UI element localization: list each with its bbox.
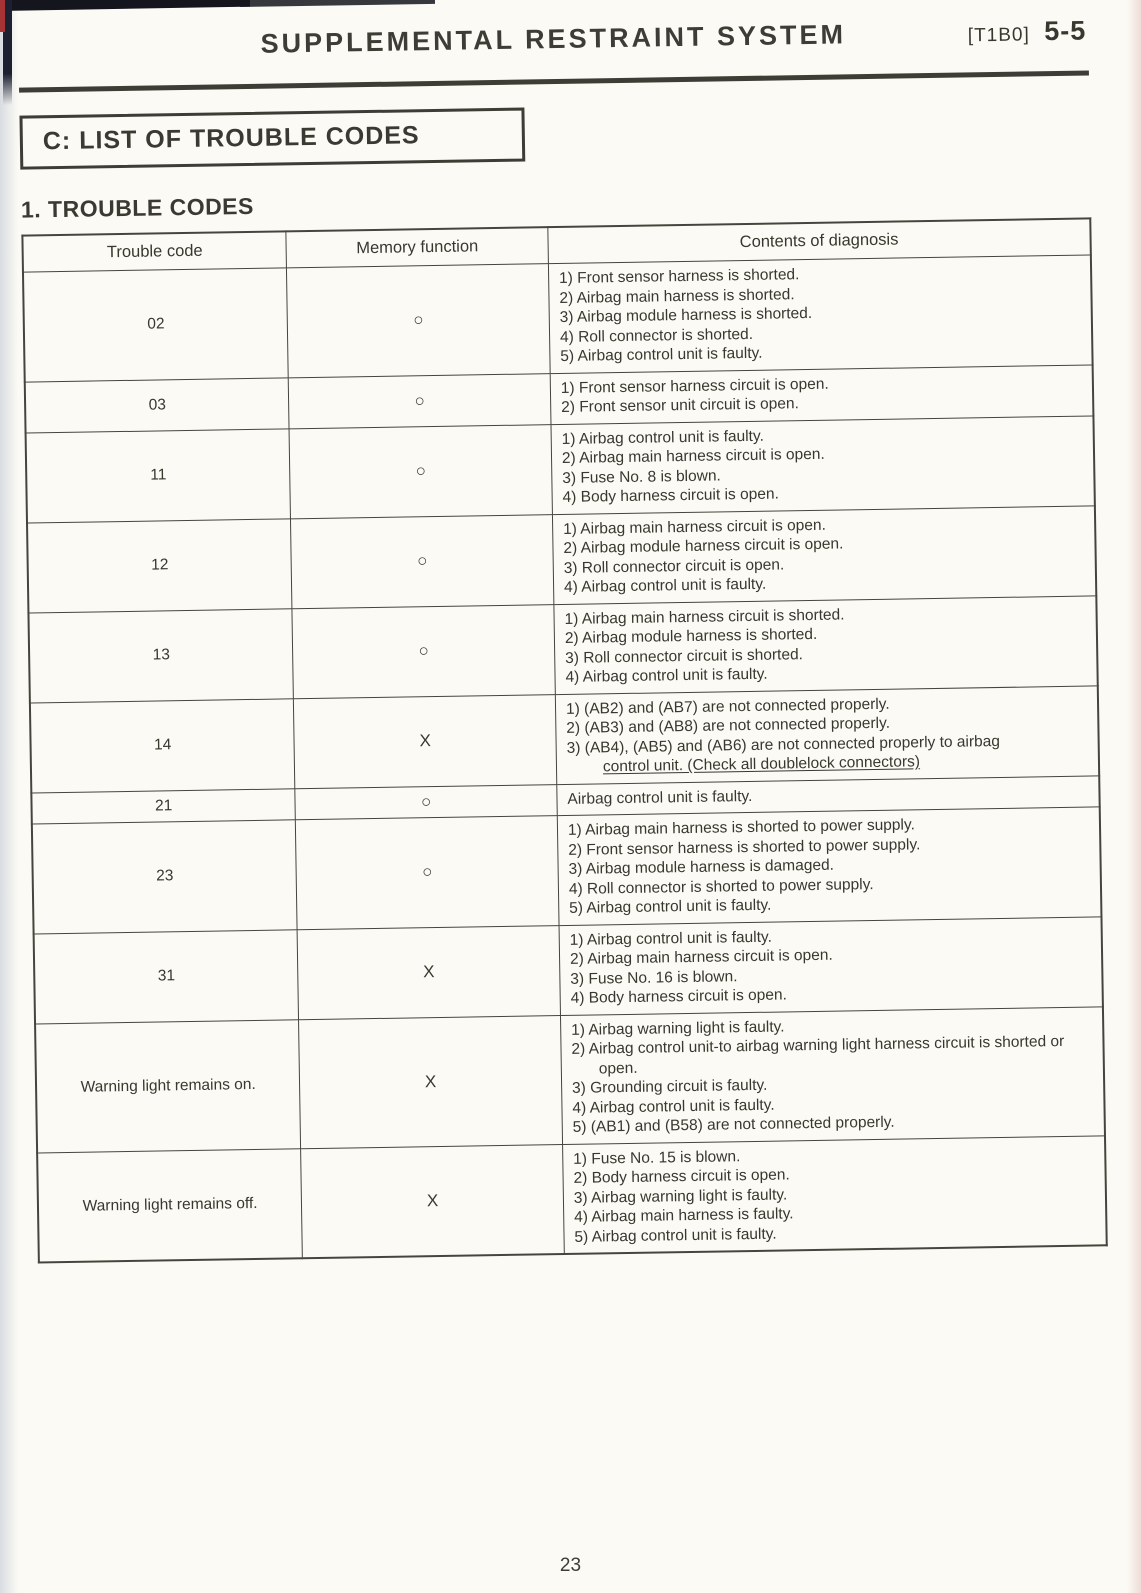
section-box-title: C: LIST OF TROUBLE CODES (19, 108, 525, 170)
column-header-memory-function: Memory function (286, 227, 548, 268)
diagnosis-cell (548, 255, 1092, 373)
diagnosis-line: 4) Roll connector is shorted. (559, 325, 754, 346)
diagnosis-line: 3) Roll connector circuit is open. (563, 555, 785, 577)
diagnosis-line: 5) Airbag control unit is faulty. (574, 1225, 777, 1246)
table-row (23, 255, 1093, 382)
table-row (30, 685, 1099, 792)
trouble-code-cell: 14 (30, 698, 295, 792)
scan-edge-shadow-right (1127, 0, 1141, 1593)
trouble-code-cell: 02 (23, 268, 289, 382)
diagnosis-cell (557, 807, 1101, 925)
memory-function-cell: ○ (296, 816, 559, 930)
diagnosis-line: 3) Airbag module harness is damaged. (568, 856, 835, 878)
diagnosis-line: 3) (AB4), (AB5) and (AB6) are not connected properly to airbag (566, 732, 1001, 757)
diagnosis-line: 5) Airbag control unit is faulty. (569, 896, 772, 917)
table-row (26, 415, 1095, 522)
table-row (37, 1135, 1107, 1262)
diagnosis-line: 2) Airbag main harness is shorted. (559, 285, 795, 307)
trouble-code-cell: 31 (34, 929, 299, 1023)
trouble-codes-table (21, 217, 1107, 1263)
memory-function-cell: X (299, 1015, 563, 1148)
diagnosis-line: 1) (AB2) and (AB7) are not connected properly. (565, 695, 890, 718)
diagnosis-line: 1) Airbag main harness is shorted to power supply. (567, 816, 915, 839)
scan-artifact-top-bar-fade (240, 0, 435, 7)
table-row (27, 505, 1096, 612)
diagnosis-line: 1) Airbag control unit is faulty. (569, 928, 773, 949)
memory-function-cell: ○ (292, 604, 555, 698)
diagnosis-cell (555, 685, 1099, 784)
trouble-code-cell: Warning light remains on. (35, 1019, 301, 1152)
diagnosis-line: 5) (AB1) and (B58) are not connected properly. (572, 1113, 895, 1136)
diagnosis-line: 2) Airbag main harness circuit is open. (561, 445, 825, 467)
trouble-code-cell: 21 (31, 788, 295, 824)
diagnosis-cell (560, 1006, 1105, 1144)
section-code: [T1B0] (967, 24, 1030, 47)
header-reference (968, 15, 1087, 48)
diagnosis-line: 4) Airbag control unit is faulty. (563, 575, 767, 596)
diagnosis-line: 3) Airbag warning light is faulty. (573, 1185, 788, 1207)
diagnosis-cell (551, 415, 1095, 514)
memory-function-cell: ○ (295, 784, 557, 820)
trouble-code-cell: 12 (27, 518, 292, 612)
page-sheet (18, 7, 1108, 1263)
trouble-code-cell: 13 (28, 608, 293, 702)
footer-page-number: 23 (559, 1555, 582, 1576)
diagnosis-line: 1) Airbag main harness circuit is open. (562, 516, 826, 538)
diagnosis-line: 4) Airbag main harness is faulty. (574, 1205, 794, 1226)
diagnosis-line: 4) Body harness circuit is open. (562, 485, 779, 506)
diagnosis-line: 1) Airbag warning light is faulty. (571, 1017, 785, 1039)
diagnosis-line: control unit. (Check all doublelock connectors) (602, 753, 921, 776)
diagnosis-cell (559, 916, 1103, 1015)
diagnosis-line: 2) Front sensor harness is shorted to power supply. (568, 835, 921, 859)
diagnosis-line: 2) Airbag control unit-to airbag warning light harness circuit is shorted or open. (571, 1032, 1065, 1077)
trouble-code-cell: 03 (25, 377, 290, 432)
trouble-code-cell: Warning light remains off. (37, 1148, 303, 1262)
diagnosis-line: 3) Fuse No. 16 is blown. (570, 967, 738, 988)
table-row (35, 1006, 1105, 1152)
diagnosis-line: 1) Fuse No. 15 is blown. (573, 1147, 741, 1168)
diagnosis-line: 4) Roll connector is shorted to power supply. (568, 875, 874, 898)
section-heading: 1. TROUBLE CODES (20, 192, 255, 223)
diagnosis-cell (562, 1135, 1106, 1254)
diagnosis-line: 4) Body harness circuit is open. (570, 986, 788, 1007)
column-header-trouble-code: Trouble code (22, 231, 286, 272)
diagnosis-line: 2) Front sensor unit circuit is open. (561, 395, 800, 416)
diagnosis-line: 2) Body harness circuit is open. (573, 1166, 790, 1187)
page-reference: 5-5 (1043, 15, 1087, 47)
diagnosis-line: 3) Grounding circuit is faulty. (571, 1076, 768, 1097)
diagnosis-line: Airbag control unit is faulty. (567, 787, 753, 808)
document-header (18, 7, 1089, 78)
diagnosis-cell (552, 505, 1096, 604)
diagnosis-line: 3) Roll connector circuit is shorted. (565, 645, 804, 667)
diagnosis-line: 1) Airbag main harness circuit is shorted. (564, 605, 845, 628)
trouble-codes-table-body (23, 255, 1107, 1263)
diagnosis-line: 5) Airbag control unit is faulty. (560, 344, 763, 365)
memory-function-cell: ○ (287, 264, 550, 378)
diagnosis-line: 1) Front sensor harness circuit is open. (560, 375, 829, 397)
diagnosis-line: 1) Airbag control unit is faulty. (561, 427, 764, 448)
diagnosis-line: 2) Airbag main harness circuit is open. (569, 946, 833, 968)
trouble-code-cell: 23 (32, 820, 298, 934)
diagnosis-cell (554, 595, 1098, 694)
memory-function-cell: X (301, 1144, 564, 1258)
page-title: SUPPLEMENTAL RESTRAINT SYSTEM (260, 19, 847, 59)
table-row (28, 595, 1097, 702)
diagnosis-line: 2) (AB3) and (AB8) are not connected properly. (566, 714, 891, 737)
diagnosis-line: 4) Airbag control unit is faulty. (565, 665, 768, 686)
scan-artifact-top-bar (0, 0, 250, 11)
diagnosis-line: 2) Airbag module harness is shorted. (564, 625, 818, 647)
diagnosis-line: 1) Front sensor harness is shorted. (558, 266, 800, 287)
table-row (34, 916, 1103, 1023)
diagnosis-cell (550, 364, 1093, 424)
scan-edge-shadow-left (0, 0, 18, 1593)
memory-function-cell: ○ (291, 514, 554, 608)
trouble-code-cell: 11 (26, 428, 291, 522)
diagnosis-line: 3) Fuse No. 8 is blown. (562, 466, 721, 487)
scan-artifact-red-corner (0, 0, 5, 32)
memory-function-cell: X (294, 694, 557, 788)
diagnosis-line: 2) Airbag module harness circuit is open. (563, 535, 844, 557)
diagnosis-line: 4) Airbag control unit is faulty. (572, 1096, 775, 1117)
column-header-contents-of-diagnosis: Contents of diagnosis (548, 218, 1091, 263)
memory-function-cell: ○ (289, 424, 552, 518)
memory-function-cell: X (297, 925, 560, 1019)
memory-function-cell: ○ (288, 373, 550, 428)
table-row (32, 807, 1102, 934)
diagnosis-line: 3) Airbag module harness is shorted. (559, 304, 813, 326)
